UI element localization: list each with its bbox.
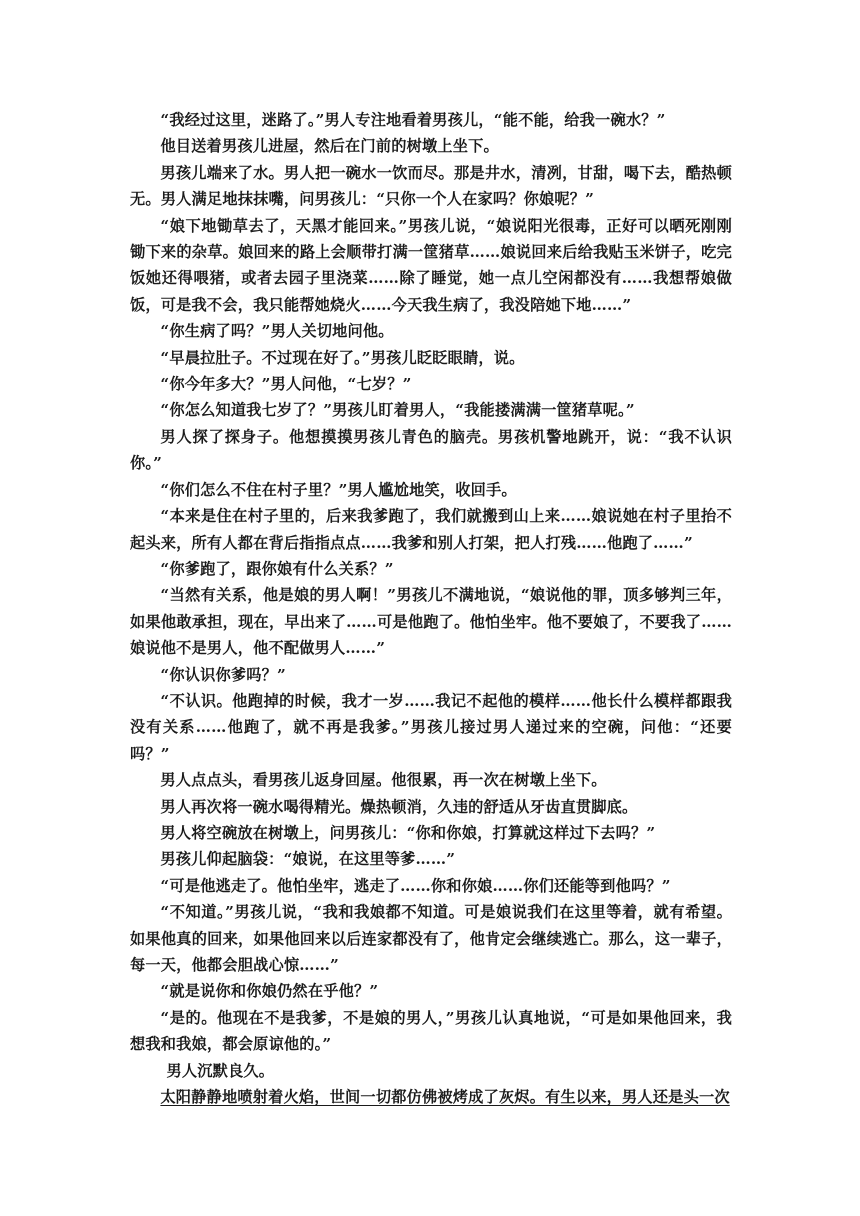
paragraph-24: 男人沉默良久。 [166, 1061, 275, 1080]
paragraph-8: “你怎么知道我七岁了？”男孩儿盯着男人，“我能搂满满一筐猪草呢。” [160, 401, 635, 420]
paragraph-21: “不知道。”男孩儿说，“我和我娘都不知道。可是娘说我们在这里等着，就有希望。如果他真的回来，如果他回来以后连家都没有了，他肯定会继续逃亡。那么，这一辈子，每一天，他都会胆战心惊……” [130, 903, 732, 974]
paragraph-4: “娘下地锄草去了，天黑才能回来。”男孩儿说，“娘说阳光很毒，正好可以晒死刚刚锄下来的杂草。娘回来的路上会顺带打满一筐猪草……娘说回来后给我贴玉米饼子，吃完饭她还得喂猪，或者去园子里浇菜……除了睡觉，她一点儿空闲都没有……我想帮娘做饭，可是我不会，我只能帮她烧火……今天我生病了，我没陪她下地……” [130, 216, 732, 314]
paragraph-10: “你们怎么不住在村子里？”男人尴尬地笑，收回手。 [160, 480, 517, 499]
paragraph-1: “我经过这里，迷路了。”男人专注地看着男孩儿，“能不能，给我一碗水？” [160, 111, 666, 129]
paragraph-12: “你爹跑了，跟你娘有什么关系？” [160, 559, 394, 578]
paragraph-9: 男人探了探身子。他想摸摸男孩儿青色的脑壳。男孩机警地跳开，说：“我不认识你。” [130, 427, 732, 473]
paragraph-15: “不认识。他跑掉的时候，我才一岁……我记不起他的模样……他长什么模样都跟我没有关系……他跑了，就不再是我爹。”男孩儿接过男人递过来的空碗，问他：“还要吗？” [130, 691, 732, 763]
paragraph-17: 男人再次将一碗水喝得精光。燥热顿消，久违的舒适从牙齿直贯脚底。 [160, 797, 638, 816]
underlined-sentence: 太阳静静地喷射着火焰，世间一切都仿佛被烤成了灰烬。有生以来，男人还是头一次 [160, 1088, 730, 1107]
paragraph-16: 男人点点头，看男孩儿返身回屋。他很累，再一次在树墩上坐下。 [160, 771, 607, 790]
paragraph-2: 他目送着男孩儿进屋，然后在门前的树墩上坐下。 [160, 137, 499, 156]
paragraph-19: 男孩儿仰起脑袋：“娘说，在这里等爹……” [160, 850, 456, 869]
paragraph-7: “你今年多大？”男人问他，“七岁？” [160, 375, 412, 394]
paragraph-20: “可是他逃走了。他怕坐牢，逃走了……你和你娘……你们还能等到他吗？” [160, 876, 671, 895]
paragraph-18: 男人将空碗放在树墩上，问男孩儿：“你和你娘，打算就这样过下去吗？” [160, 823, 656, 842]
paragraph-3: 男孩儿端来了水。男人把一碗水一饮而尽。那是井水，清冽，甘甜，喝下去，酷热顿无。男人满足地抹抹嘴，问男孩儿：“只你一个人在家吗？你娘呢？” [130, 163, 732, 209]
paragraph-22: “就是说你和你娘仍然在乎他？” [160, 982, 379, 1001]
paragraph-14: “你认识你爹吗？” [160, 665, 286, 684]
paragraph-25-underlined [130, 1084, 732, 1110]
paragraph-23: “是的。他现在不是我爹，不是娘的男人，”男孩儿认真地说，“可是如果他回来，我想我和我娘，都会原谅他的。” [130, 1008, 732, 1054]
paragraph-5: “你生病了吗？”男人关切地问他。 [160, 322, 394, 341]
paragraph-6: “早晨拉肚子。不过现在好了。”男孩儿眨眨眼睛，说。 [160, 348, 525, 367]
paragraph-11: “本来是住在村子里的，后来我爹跑了，我们就搬到山上来……娘说她在村子里抬不起头来，所有人都在背后指指点点……我爹和别人打架，把人打残……他跑了……” [130, 507, 732, 552]
paragraph-13: “当然有关系，他是娘的男人啊！”男孩儿不满地说，“娘说他的罪，顶多够判三年，如果他敢承担，现在，早出来了……可是他跑了。他怕坐牢。他不要娘了，不要我了……娘说他不是男人，他不配做男人……” [130, 586, 732, 658]
document-page [130, 107, 732, 1110]
